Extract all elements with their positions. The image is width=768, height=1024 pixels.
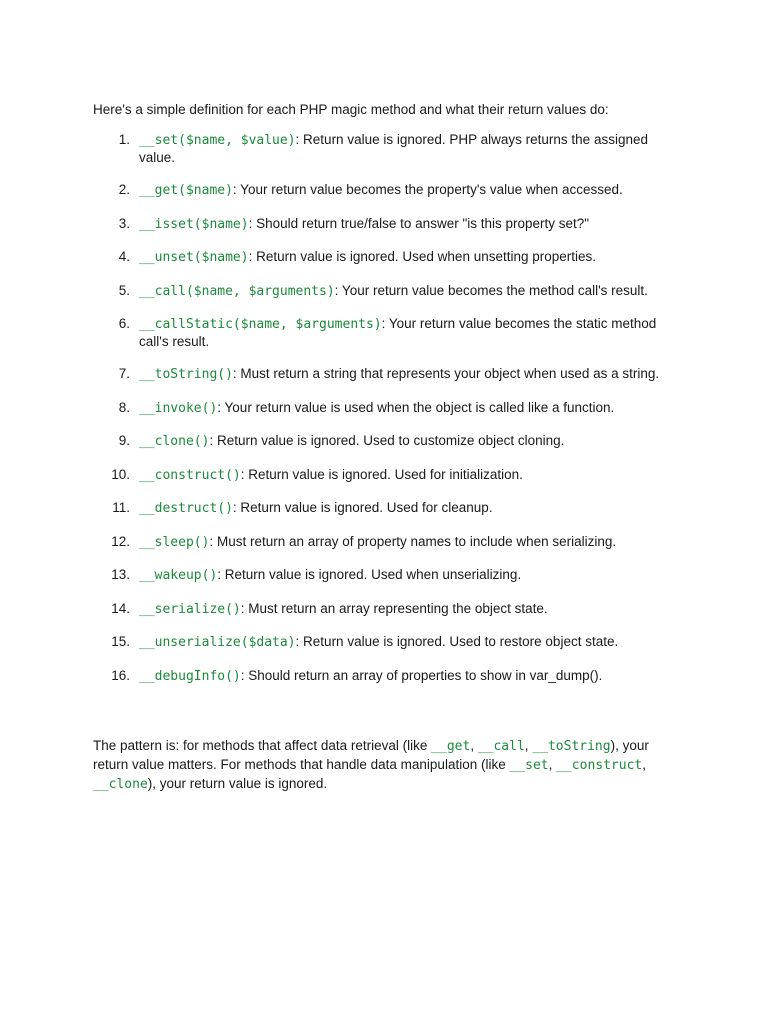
method-signature: __set($name, $value)	[139, 133, 296, 148]
method-signature: __serialize()	[139, 601, 241, 617]
method-description: : Must return an array representing the object state.	[240, 600, 548, 616]
method-description: : Your return value becomes the method call's result.	[334, 282, 648, 298]
method-list-item	[93, 366, 673, 384]
method-description: : Should return an array of properties to show in var_dump().	[240, 667, 603, 683]
method-signature: __callStatic($name, $arguments)	[139, 317, 382, 332]
summary-code-construct: __construct	[556, 758, 643, 773]
list-number: 12.	[111, 533, 130, 549]
method-list-item	[93, 467, 673, 485]
method-list-item	[93, 601, 673, 619]
list-number: 4.	[118, 249, 130, 264]
list-number: 6.	[118, 316, 130, 331]
method-signature: __wakeup()	[139, 568, 218, 583]
summary-text: ), your return value matters. For methods that handle data manipulation (like	[93, 738, 649, 772]
list-number: 11.	[112, 500, 130, 515]
method-list-item	[93, 182, 673, 200]
method-signature: __sleep()	[139, 534, 210, 550]
method-signature: __toString()	[139, 367, 233, 382]
method-list-item	[93, 400, 673, 418]
intro-paragraph: Here's a simple definition for each PHP magic method and what their return values do:	[93, 102, 609, 117]
summary-text: ,	[524, 738, 533, 753]
summary-text: ,	[642, 757, 646, 772]
method-description: : Your return value becomes the property's value when accessed.	[232, 182, 623, 197]
list-number: 5.	[118, 282, 130, 298]
summary-code-tostring: __toString	[532, 739, 611, 754]
method-signature: __unserialize($data)	[139, 635, 296, 650]
summary-paragraph	[93, 737, 668, 794]
method-description: : Return value is ignored. PHP always returns the assigned value.	[139, 132, 648, 165]
summary-text: ), your return value is ignored.	[147, 776, 328, 791]
method-signature: __clone()	[139, 434, 210, 449]
method-description: : Should return true/false to answer "is this property set?"	[248, 215, 590, 231]
list-number: 8.	[118, 399, 130, 415]
method-list-item	[93, 249, 673, 267]
list-number: 1.	[118, 132, 130, 147]
method-signature: __get($name)	[139, 183, 233, 198]
method-description: : Your return value becomes the static method call's result.	[139, 316, 657, 349]
summary-code-call: __call	[477, 739, 525, 754]
method-list-item	[93, 668, 673, 686]
list-number: 15.	[111, 634, 130, 649]
list-number: 3.	[118, 215, 130, 231]
method-list-item	[93, 433, 673, 451]
summary-code-get: __get	[431, 739, 471, 754]
method-list-item	[93, 534, 673, 552]
method-signature: __construct()	[139, 467, 241, 483]
method-description: : Return value is ignored. Used when unserializing.	[217, 567, 522, 582]
list-number: 9.	[118, 433, 130, 448]
method-list-item	[93, 634, 673, 652]
summary-text: The pattern is: for methods that affect data retrieval (like	[93, 738, 432, 753]
method-signature: __call($name, $arguments)	[139, 283, 335, 299]
method-description: : Return value is ignored. Used to customize object cloning.	[209, 433, 565, 448]
summary-text: ,	[548, 757, 557, 772]
method-list-item	[93, 216, 673, 234]
method-signature: __invoke()	[139, 400, 218, 416]
list-number: 14.	[111, 600, 130, 616]
method-list-item	[93, 500, 673, 518]
list-number: 2.	[118, 182, 130, 197]
summary-code-clone: __clone	[93, 777, 148, 792]
method-signature: __unset($name)	[139, 250, 249, 265]
method-description: : Must return an array of property names to include when serializing.	[209, 533, 617, 549]
list-number: 7.	[118, 366, 130, 381]
method-list-item	[93, 283, 673, 301]
summary-code-set: __set	[509, 758, 549, 773]
summary-text: ,	[470, 738, 478, 753]
list-number: 13.	[111, 567, 130, 582]
method-description: : Your return value is used when the object is called like a function.	[217, 399, 615, 415]
method-signature: __isset($name)	[139, 216, 249, 232]
list-number: 10.	[111, 466, 130, 482]
list-number: 16.	[111, 667, 130, 683]
magic-methods-list	[93, 132, 673, 701]
method-description: : Return value is ignored. Used to restore object state.	[295, 634, 619, 649]
method-list-item	[93, 132, 673, 166]
method-description: : Must return a string that represents your object when used as a string.	[232, 366, 660, 381]
method-signature: __destruct()	[139, 501, 233, 516]
method-list-item	[93, 316, 673, 350]
method-description: : Return value is ignored. Used for cleanup.	[232, 500, 493, 515]
method-description: : Return value is ignored. Used for initialization.	[240, 466, 523, 482]
method-list-item	[93, 567, 673, 585]
method-signature: __debugInfo()	[139, 668, 241, 684]
method-description: : Return value is ignored. Used when unsetting properties.	[248, 249, 597, 264]
